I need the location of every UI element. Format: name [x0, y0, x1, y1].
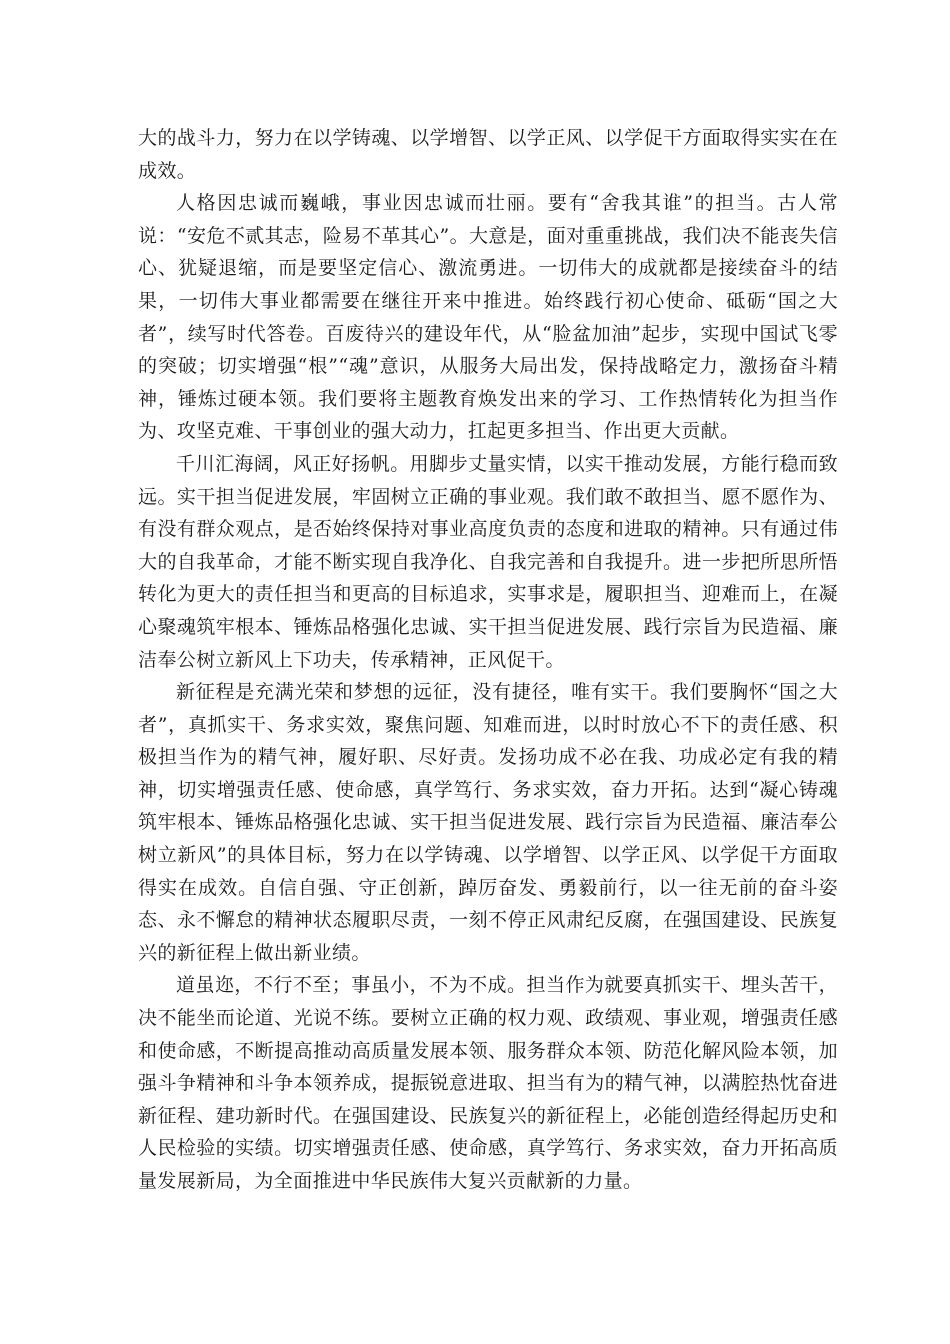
- paragraph: 新征程是充满光荣和梦想的远征，没有捷径，唯有实干。我们要胸怀“国之大者”，真抓实干、务求实效，聚焦问题、知难而进，以时时放心不下的责任感、积极担当作为的精气神，履好职、尽好责。发扬功成不必在我、功成必定有我的精神，切实增强责任感、使命感，真学笃行、务求实效，奋力开拓。达到“凝心铸魂筑牢根本、锤炼品格强化忠诚、实干担当促进发展、践行宗旨为民造福、廉洁奉公树立新风”的具体目标，努力在以学铸魂、以学增智、以学正风、以学促干方面取得实在成效。自信自强、守正创新，踔厉奋发、勇毅前行，以一往无前的奋斗姿态、永不懈怠的精神状态履职尽责，一刻不停正风肃纪反腐，在强国建设、民族复兴的新征程上做出新业绩。: [138, 681, 838, 964]
- paragraph: 人格因忠诚而巍峨，事业因忠诚而壮丽。要有“舍我其谁”的担当。古人常说：“安危不贰其志，险易不革其心”。大意是，面对重重挑战，我们决不能丧失信心、犹疑退缩，而是要坚定信心、激流勇进。一切伟大的成就都是接续奋斗的结果，一切伟大事业都需要在继往开来中推进。始终践行初心使命、砥砺“国之大者”，续写时代答卷。百废待兴的建设年代，从“脸盆加油”起步，实现中国试飞零的突破；切实增强“根”“魂”意识，从服务大局出发，保持战略定力，激扬奋斗精神，锤炼过硬本领。我们要将主题教育焕发出来的学习、工作热情转化为担当作为、攻坚克难、干事创业的强大动力，扛起更多担当、作出更大贡献。: [138, 192, 838, 443]
- paragraph-continuation: 大的战斗力，努力在以学铸魂、以学增智、以学正风、以学促干方面取得实实在在成效。: [138, 127, 838, 182]
- paragraph: 千川汇海阔，风正好扬帆。用脚步丈量实情，以实干推动发展，方能行稳而致远。实干担当促进发展，牢固树立正确的事业观。我们敢不敢担当、愿不愿作为、有没有群众观点，是否始终保持对事业高度负责的态度和进取的精神。只有通过伟大的自我革命，才能不断实现自我净化、自我完善和自我提升。进一步把所思所悟转化为更大的责任担当和更高的目标追求，实事求是，履职担当、迎难而上，在凝心聚魂筑牢根本、锤炼品格强化忠诚、实干担当促进发展、践行宗旨为民造福、廉洁奉公树立新风上下功夫，传承精神，正风促干。: [138, 452, 838, 671]
- paragraph: 道虽迩，不行不至；事虽小，不为不成。担当作为就要真抓实干、埋头苦干，决不能坐而论道、光说不练。要树立正确的权力观、政绩观、事业观，增强责任感和使命感，不断提高推动高质量发展本领、服务群众本领、防范化解风险本领，加强斗争精神和斗争本领养成，提振锐意进取、担当有为的精气神，以满腔热忱奋进新征程、建功新时代。在强国建设、民族复兴的新征程上，必能创造经得起历史和人民检验的实绩。切实增强责任感、使命感，真学笃行、务求实效，奋力开拓高质量发展新局，为全面推进中华民族伟大复兴贡献新的力量。: [138, 974, 838, 1192]
- document-body: [138, 122, 838, 1198]
